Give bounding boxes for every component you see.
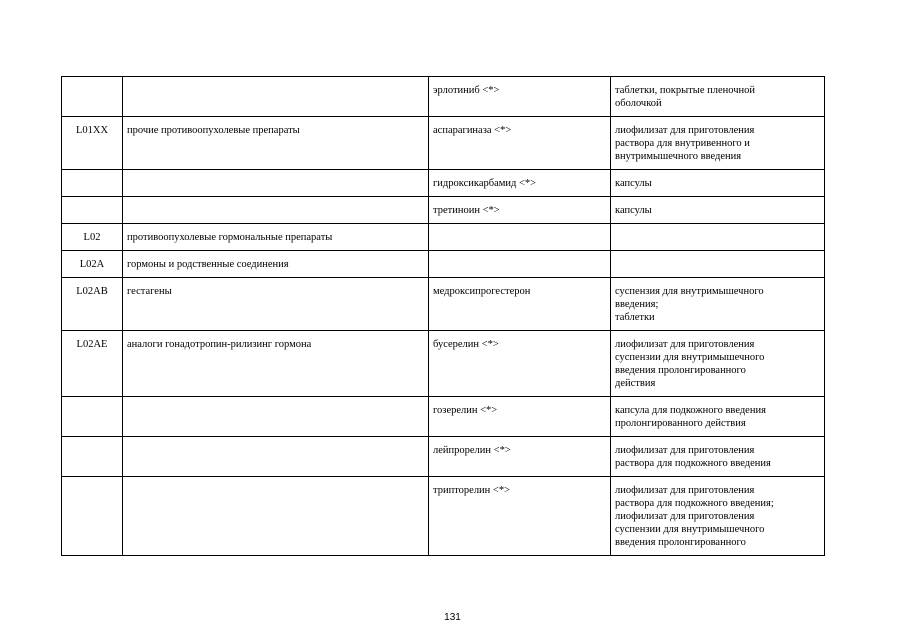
atc-code-cell (62, 170, 123, 197)
drug-cell: гозерелин <*> (429, 397, 611, 437)
atc-code-cell (62, 197, 123, 224)
table-row (62, 278, 825, 331)
atc-code-cell: L02AB (62, 278, 123, 331)
dosage-form-cell: капсулы (611, 170, 825, 197)
atc-code-cell (62, 397, 123, 437)
drug-cell: аспарагиназа <*> (429, 117, 611, 170)
table-row (62, 437, 825, 477)
dosage-form-cell (611, 224, 825, 251)
atc-code-cell (62, 477, 123, 556)
group-cell: аналоги гонадотропин-рилизинг гормона (123, 331, 429, 397)
drug-cell: лейпрорелин <*> (429, 437, 611, 477)
page-number: 131 (444, 612, 461, 623)
dosage-form-cell: суспензия для внутримышечного введения; таблетки (611, 278, 825, 331)
table-row (62, 197, 825, 224)
table-row (62, 251, 825, 278)
drug-cell: трипторелин <*> (429, 477, 611, 556)
atc-code-cell: L01XX (62, 117, 123, 170)
dosage-form-cell: лиофилизат для приготовления раствора для подкожного введения; лиофилизат для приготовления суспензии для внутримышечного введения пролонгированного (611, 477, 825, 556)
drug-cell: медроксипрогестерон (429, 278, 611, 331)
atc-code-cell: L02 (62, 224, 123, 251)
group-cell: гестагены (123, 278, 429, 331)
atc-code-cell: L02A (62, 251, 123, 278)
drug-table (61, 76, 825, 556)
atc-code-cell (62, 77, 123, 117)
group-cell (123, 170, 429, 197)
dosage-form-cell: капсула для подкожного введения пролонгированного действия (611, 397, 825, 437)
dosage-form-cell: лиофилизат для приготовления раствора для подкожного введения (611, 437, 825, 477)
atc-code-cell: L02AE (62, 331, 123, 397)
table-row (62, 224, 825, 251)
table-row (62, 331, 825, 397)
group-cell: прочие противоопухолевые препараты (123, 117, 429, 170)
group-cell (123, 437, 429, 477)
dosage-form-cell: таблетки, покрытые пленочной оболочкой (611, 77, 825, 117)
group-cell (123, 197, 429, 224)
group-cell (123, 477, 429, 556)
drug-cell (429, 251, 611, 278)
drug-cell: бусерелин <*> (429, 331, 611, 397)
drug-cell: третиноин <*> (429, 197, 611, 224)
dosage-form-cell (611, 251, 825, 278)
group-cell: противоопухолевые гормональные препараты (123, 224, 429, 251)
drug-cell: гидроксикарбамид <*> (429, 170, 611, 197)
dosage-form-cell: капсулы (611, 197, 825, 224)
drug-cell (429, 224, 611, 251)
table-row (62, 117, 825, 170)
table-row (62, 77, 825, 117)
atc-code-cell (62, 437, 123, 477)
table-row (62, 170, 825, 197)
group-cell (123, 397, 429, 437)
dosage-form-cell: лиофилизат для приготовления суспензии для внутримышечного введения пролонгированного действия (611, 331, 825, 397)
group-cell: гормоны и родственные соединения (123, 251, 429, 278)
table-row (62, 477, 825, 556)
dosage-form-cell: лиофилизат для приготовления раствора для внутривенного и внутримышечного введения (611, 117, 825, 170)
table-row (62, 397, 825, 437)
group-cell (123, 77, 429, 117)
drug-cell: эрлотиниб <*> (429, 77, 611, 117)
